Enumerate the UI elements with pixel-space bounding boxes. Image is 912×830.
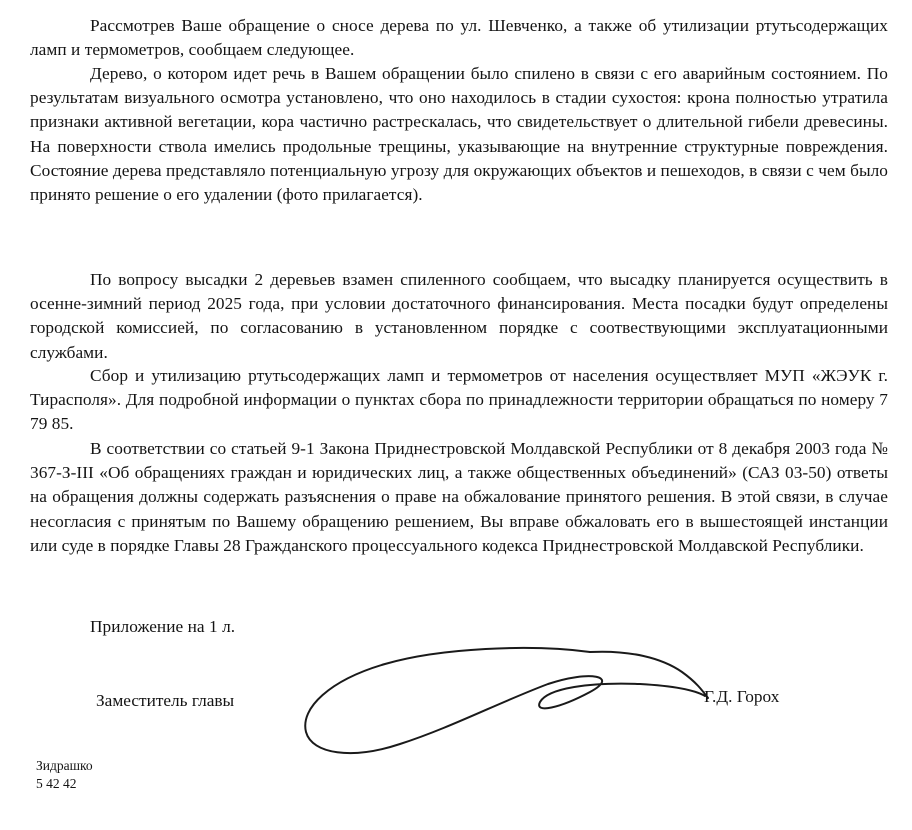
paragraph-mercury-disposal: Сбор и утилизацию ртутьсодержащих ламп и термометров от населения осуществляет МУП «ЖЭУК г. Тирасполя». Для подробной информации о пунктах сбора по принадлежности территории обращаться по номеру 7 79 85.	[30, 366, 888, 434]
paragraph-attachment: Приложение на 1 л.	[90, 617, 236, 636]
signatory-position: Заместитель главы	[96, 691, 235, 710]
executor-name: Зидрашко	[36, 758, 93, 773]
paragraph-replanting: По вопросу высадки 2 деревьев взамен спиленного сообщаем, что высадку планируется осуществить в осенне-зимний период 2025 года, при условии достаточного финансирования. Места посадки будут определены городской комиссией, по согласованию в установленном порядке с соотвествующими эксплуатационными службами.	[30, 270, 888, 362]
executor-phone: 5 42 42	[36, 776, 77, 791]
handwritten-signature	[290, 628, 730, 768]
paragraph-appeal-rights: В соответствии со статьей 9-1 Закона Приднестровской Молдавской Республики от 8 декабря 2003 года № 367-З-III «Об обращениях граждан и юридических лиц, а также общественных объединений» (САЗ 03-50) ответы на обращения должны содержать разъяснения о праве на обжалование принятого решения. В этой связи, в случае несогласия с принятым по Вашему обращению решением, Вы вправе обжаловать его в вышестоящей инстанции или суде в порядке Главы 28 Гражданского процессуального кодекса Приднестровской Молдавской Республики.	[30, 439, 888, 555]
signature-stroke	[305, 648, 705, 753]
paragraph-intro: Рассмотрев Ваше обращение о сносе дерева по ул. Шевченко, а также об утилизации ртутьсодержащих ламп и термометров, сообщаем следующее.	[30, 16, 888, 60]
paragraph-tree-removal: Дерево, о котором идет речь в Вашем обращении было спилено в связи с его аварийным состоянием. По результатам визуального осмотра установлено, что оно находилось в стадии сухостоя: крона полностью утратила признаки активной вегетации, кора частично растрескалась, что свидетельствует о длительной гибели древесины. На поверхности ствола имелись продольные трещины, указывающие на внутренние структурные повреждения. Состояние дерева представляло потенциальную угрозу для окружающих объектов и пешеходов, в связи с чем было принято решение о его удалении (фото прилагается).	[30, 64, 888, 205]
executor-info	[36, 757, 93, 793]
signatory-name: Г.Д. Горох	[704, 687, 780, 706]
